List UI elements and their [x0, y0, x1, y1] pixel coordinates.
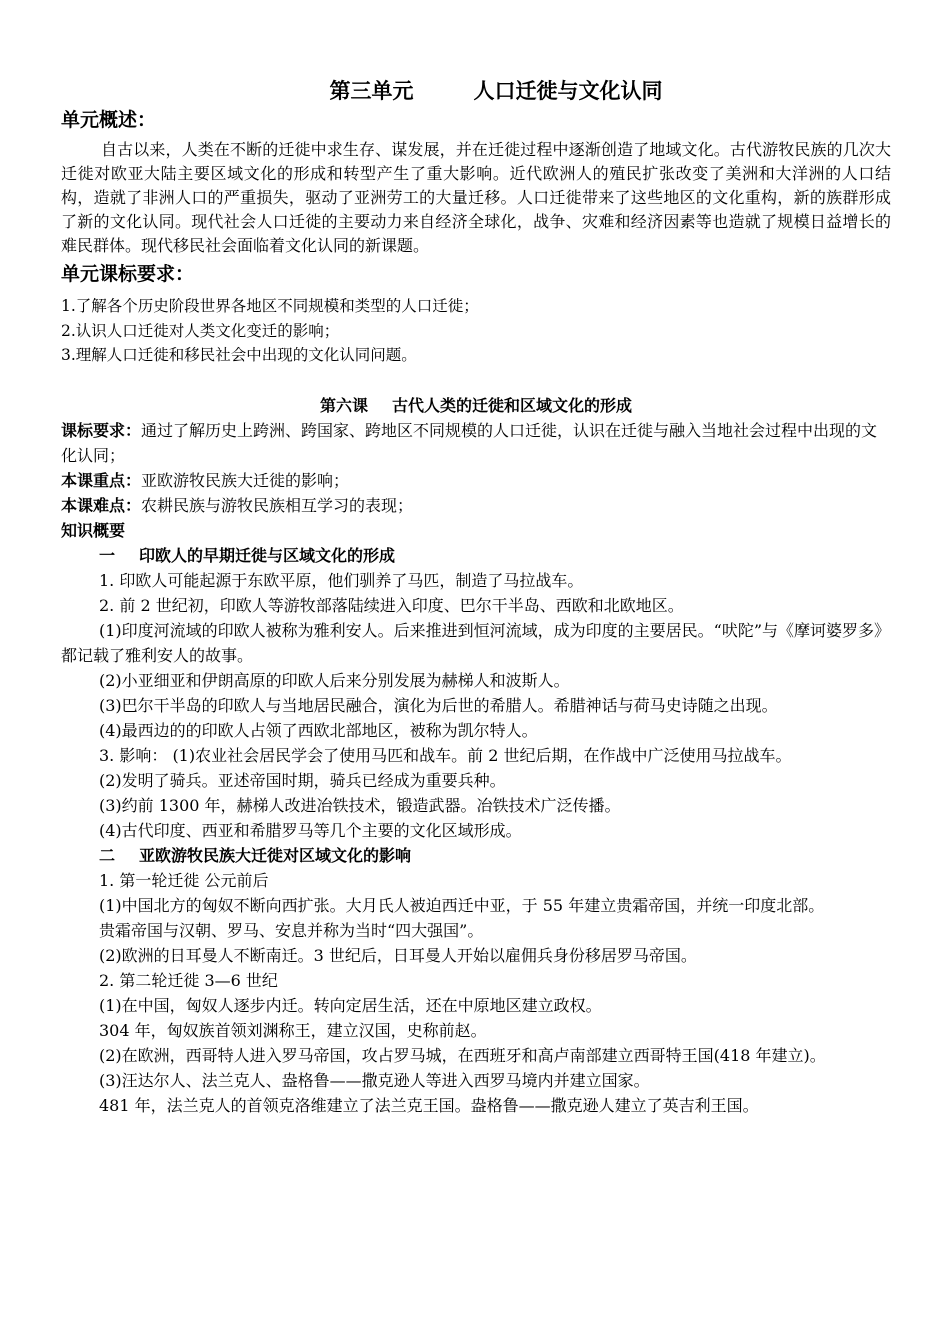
requirement-label: 课标要求：	[61, 420, 142, 440]
document-page	[61, 76, 891, 1118]
requirement-text: 通过了解历史上跨洲、跨国家、跨地区不同规模的人口迁徙，认识在迁徙与融入当地社会过程中出现的文化认同；	[61, 420, 878, 465]
outline-label: 知识概要	[61, 520, 126, 540]
focus-text: 亚欧游牧民族大迁徙的影响；	[141, 470, 350, 490]
standards-list	[61, 294, 891, 368]
section-line: (1)在中国，匈奴人逐步内迁。转向定居生活，还在中原地区建立政权。	[99, 995, 602, 1015]
section-line: (1)中国北方的匈奴不断向西扩张。大月氏人被迫西迁中亚，于 55 年建立贵霜帝国，并统一印度北部。	[99, 895, 825, 915]
section-line: (3)汪达尔人、法兰克人、盎格鲁——撒克逊人等进入西罗马境内并建立国家。	[99, 1070, 650, 1090]
difficulty-label: 本课难点：	[61, 495, 142, 515]
section-line: 1. 印欧人可能起源于东欧平原，他们驯养了马匹，制造了马拉战车。	[99, 570, 584, 590]
standards-heading: 单元课标要求：	[61, 263, 195, 285]
section-line: (2)欧洲的日耳曼人不断南迁。3 世纪后，日耳曼人开始以雇佣兵身份移居罗马帝国。	[99, 945, 697, 965]
unit-title-name: 人口迁徙与文化认同	[473, 79, 663, 103]
section-line: (2)小亚细亚和伊朗高原的印欧人后来分别发展为赫梯人和波斯人。	[99, 670, 570, 690]
section-line: (4)古代印度、西亚和希腊罗马等几个主要的文化区域形成。	[99, 820, 522, 840]
section-line: 3. 影响： (1)农业社会居民学会了使用马匹和战车。前 2 世纪后期，在作战中广泛使用马拉战车。	[99, 745, 792, 765]
section-heading: 一 印欧人的早期迁徙与区域文化的形成	[99, 545, 396, 565]
section-line: 2. 第二轮迁徙 3—6 世纪	[99, 970, 278, 990]
lesson-number: 第六课	[319, 395, 368, 415]
section-line: 2. 前 2 世纪初，印欧人等游牧部落陆续进入印度、巴尔干半岛、西欧和北欧地区。	[99, 595, 684, 615]
section-heading: 二 亚欧游牧民族大迁徙对区域文化的影响	[99, 845, 412, 865]
overview-text: 自古以来，人类在不断的迁徙中求生存、谋发展，并在迁徙过程中逐渐创造了地域文化。古代游牧民族的几次大迁徙对欧亚大陆主要区域文化的形成和转型产生了重大影响。近代欧洲人的殖民扩张改变了美洲和大洋洲的人口结构，造就了非洲人口的严重损失，驱动了亚洲劳工的大量迁移。人口迁徙带来了这些地区的文化重构，新的族群形成了新的文化认同。现代社会人口迁徙的主要动力来自经济全球化，战争、灾难和经济因素等也造就了规模日益增长的难民群体。现代移民社会面临着文化认同的新课题。	[61, 140, 891, 255]
section-line: (4)最西边的的印欧人占领了西欧北部地区，被称为凯尔特人。	[99, 720, 538, 740]
standards-item: 1.了解各个历史阶段世界各地区不同规模和类型的人口迁徙；	[61, 297, 479, 315]
difficulty-text: 农耕民族与游牧民族相互学习的表现；	[141, 495, 414, 515]
lesson-focus	[61, 468, 891, 493]
standards-item: 3.理解人口迁徙和移民社会中出现的文化认同问题。	[61, 346, 417, 364]
section-line: (2)在欧洲，西哥特人进入罗马帝国，攻占罗马城，在西班牙和高卢南部建立西哥特王国(418 年建立)。	[99, 1045, 826, 1065]
section-line: 贵霜帝国与汉朝、罗马、安息并称为当时“四大强国”。	[99, 920, 484, 940]
lesson-requirement	[61, 418, 891, 468]
lesson-name: 古代人类的迁徙和区域文化的形成	[392, 395, 633, 415]
lesson-difficulty	[61, 493, 891, 518]
section-line: (3)约前 1300 年，赫梯人改进冶铁技术，锻造武器。冶铁技术广泛传播。	[99, 795, 621, 815]
standards-item: 2.认识人口迁徙对人类文化变迁的影响；	[61, 321, 340, 340]
unit-title-number: 第三单元	[329, 79, 414, 103]
section-line: (2)发明了骑兵。亚述帝国时期，骑兵已经成为重要兵种。	[99, 770, 506, 790]
section-line: (1)印度河流域的印欧人被称为雅利安人。后来推进到恒河流域，成为印度的主要居民。“吠陀”与《摩诃婆罗多》都记载了雅利安人的故事。	[61, 620, 891, 665]
focus-label: 本课重点：	[61, 470, 142, 490]
unit-title	[61, 76, 891, 106]
section-line: 481 年，法兰克人的首领克洛维建立了法兰克王国。盎格鲁——撒克逊人建立了英吉利王国。	[99, 1095, 759, 1115]
section-line: 304 年，匈奴族首领刘渊称王，建立汉国，史称前赵。	[99, 1020, 487, 1040]
lesson-title	[61, 394, 891, 418]
section-line: (3)巴尔干半岛的印欧人与当地居民融合，演化为后世的希腊人。希腊神话与荷马史诗随之出现。	[99, 695, 778, 715]
overview-heading: 单元概述：	[61, 109, 157, 131]
section-line: 1. 第一轮迁徙 公元前后	[99, 870, 269, 890]
